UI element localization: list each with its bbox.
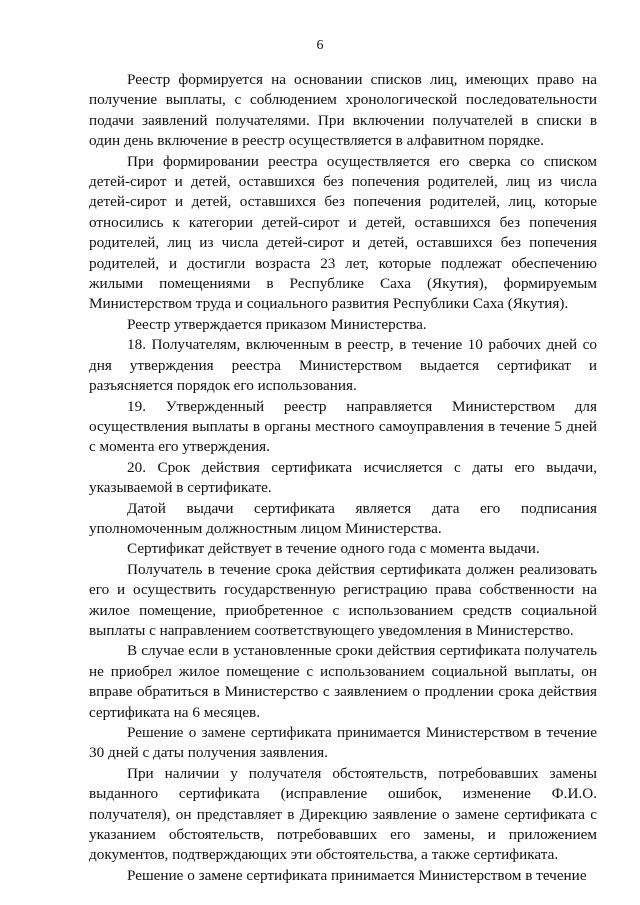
paragraph-recipient-obligation: Получатель в течение срока действия сертификата должен реализовать его и осуществить государственную регистрацию права собственности на жилое помещение, приобретенное с использованием средств социальной выплаты с направлением соответствующего уведомления в Министерство. <box>89 560 597 639</box>
paragraph-issue-date: Датой выдачи сертификата является дата его подписания уполномоченным должностным лицом Министерства. <box>89 499 597 537</box>
paragraph-replacement-decision-continued: Решение о замене сертификата принимается Министерством в течение <box>127 866 587 884</box>
paragraph-validity: Сертификат действует в течение одного года с момента выдачи. <box>127 540 540 558</box>
paragraph-extension: В случае если в установленные сроки действия сертификата получатель не приобрел жилое помещение с использованием социальной выплаты, он вправе обратиться в Министерство с заявлением о продлении срока действия сертификата на 6 месяцев. <box>89 642 597 721</box>
paragraph-replacement-circumstances: При наличии у получателя обстоятельств, потребовавших замены выданного сертификата (исправление ошибок, изменение Ф.И.О. получателя), он представляет в Дирекцию заявление о замене сертификата с указанием обстоятельств, потребовавших его замены, и приложением документов, подтверждающих эти обстоятельства, а также сертификата. <box>89 764 597 864</box>
paragraph-item-20: 20. Срок действия сертификата исчисляется с даты его выдачи, указываемой в сертификате. <box>89 458 597 497</box>
paragraph-registry-verification: При формировании реестра осуществляется его сверка со списком детей-сирот и детей, оставшихся без попечения родителей, лиц из числа детей-сирот и детей, оставшихся без попечения родителей, лиц, которые относились к категории детей-сирот и детей, оставшихся без попечения родителей, лиц из числа детей-сирот и детей, оставшихся без попечения родителей, и достигли возраста 23 лет, которые подлежат обеспечению жилыми помещениями в Республике Саха (Якутия), формируемым Министерством труда и социального развития Республики Саха (Якутия). <box>89 152 597 313</box>
paragraph-item-19: 19. Утвержденный реестр направляется Министерством для осуществления выплаты в органы местного самоуправления в течение 5 дней с момента его утверждения. <box>89 397 597 456</box>
paragraph-registry-formation: Реестр формируется на основании списков лиц, имеющих право на получение выплаты, с соблюдением хронологической последовательности подачи заявлений получателями. При включении получателей в списки в один день включение в реестр осуществляется в алфавитном порядке. <box>89 71 597 150</box>
paragraph-item-18: 18. Получателям, включенным в реестр, в течение 10 рабочих дней со дня утверждения реестра Министерством выдается сертификат и разъясняется порядок его использования. <box>89 336 597 395</box>
document-body <box>89 70 597 886</box>
page-number: 6 <box>316 38 324 53</box>
paragraph-registry-approval: Реестр утверждается приказом Министерства. <box>127 315 427 333</box>
paragraph-replacement-decision: Решение о замене сертификата принимается Министерством в течение 30 дней с даты получения заявления. <box>89 724 597 762</box>
